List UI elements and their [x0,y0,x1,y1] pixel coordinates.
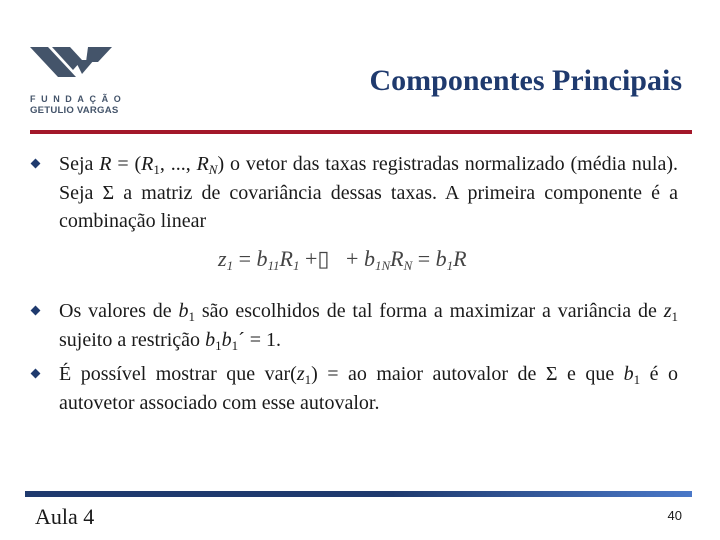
var-b: b [623,363,634,385]
var-z: z [296,363,305,385]
text: ) o vetor das taxas registradas normalizado (média nula). Seja Σ a matriz de covariância dessas taxas. A primeira componente é a combinação linear [59,153,678,232]
subscript: 1 [215,337,222,353]
text: Os valores de [59,300,179,322]
equation-linear-combination [218,246,467,272]
eq-plus: + [299,246,318,271]
eq-r: R [390,246,404,271]
eq-sub: 1N [374,258,391,273]
subscript: 1 [671,309,679,324]
bullet-diamond-icon [31,369,41,379]
eq-sub: N [403,258,413,273]
page-number: 40 [667,508,682,523]
eq-equals: = [233,246,257,271]
var-r: R [99,153,112,175]
title-divider [30,130,692,134]
text: ´ = 1. [238,328,282,351]
footer-divider [25,491,692,497]
eq-sub: 11 [267,258,280,273]
text: , ..., [159,153,197,175]
eq-sub: 1 [446,258,454,273]
bullet-item-3-wrap [32,360,678,417]
eq-sub: 1 [292,258,300,273]
eq-b: b [363,246,375,271]
slide-content [32,150,678,236]
text: são escolhidos de tal forma a maximizar a variância de [194,300,664,322]
page-title: Componentes Principais [369,64,682,97]
var-r1: R [141,153,154,175]
text: é o autovetor associado com esse autovalor. [59,363,678,414]
eq-plus: + [329,246,364,271]
bullet-diamond-icon [31,306,41,316]
subscript: 1 [633,372,641,387]
var-b: b [205,328,216,351]
subscript: 1 [304,372,312,387]
text: ) = ao maior autovalor de Σ e que [311,363,624,385]
subscript: 1 [188,309,195,324]
var-b: b [221,328,232,351]
text: sujeito a restrição [59,328,206,351]
var-z: z [663,300,672,322]
bullet-item-2 [32,297,678,354]
eq-r: R [453,246,467,271]
footer-lecture-label: Aula 4 [35,504,95,529]
subscript: N [208,162,218,177]
logo-text-fundacao: FUNDAÇÃO [30,94,127,104]
bullet-item-2-wrap [32,297,678,354]
var-b: b [178,300,189,322]
eq-equals: = [412,246,436,271]
eq-b: b [256,246,268,271]
text: = ( [111,153,142,175]
eq-z: z [218,246,227,271]
subscript: 1 [153,162,160,177]
subscript: 1 [231,337,239,353]
var-rn: R [196,153,209,175]
bullet-diamond-icon [31,159,41,169]
bullet-item-3 [32,360,678,417]
fgv-logo-mark [30,44,114,80]
text: Seja [59,153,100,175]
logo-text-getulio-vargas: GETULIO VARGAS [30,105,119,116]
eq-sub: 1 [226,258,234,273]
fgv-logo [30,44,127,124]
bullet-item-1 [32,150,678,236]
text: É possível mostrar que var( [59,363,297,385]
eq-r: R [279,246,293,271]
eq-missing-glyph: ▯ [317,246,330,271]
eq-b: b [435,246,447,271]
